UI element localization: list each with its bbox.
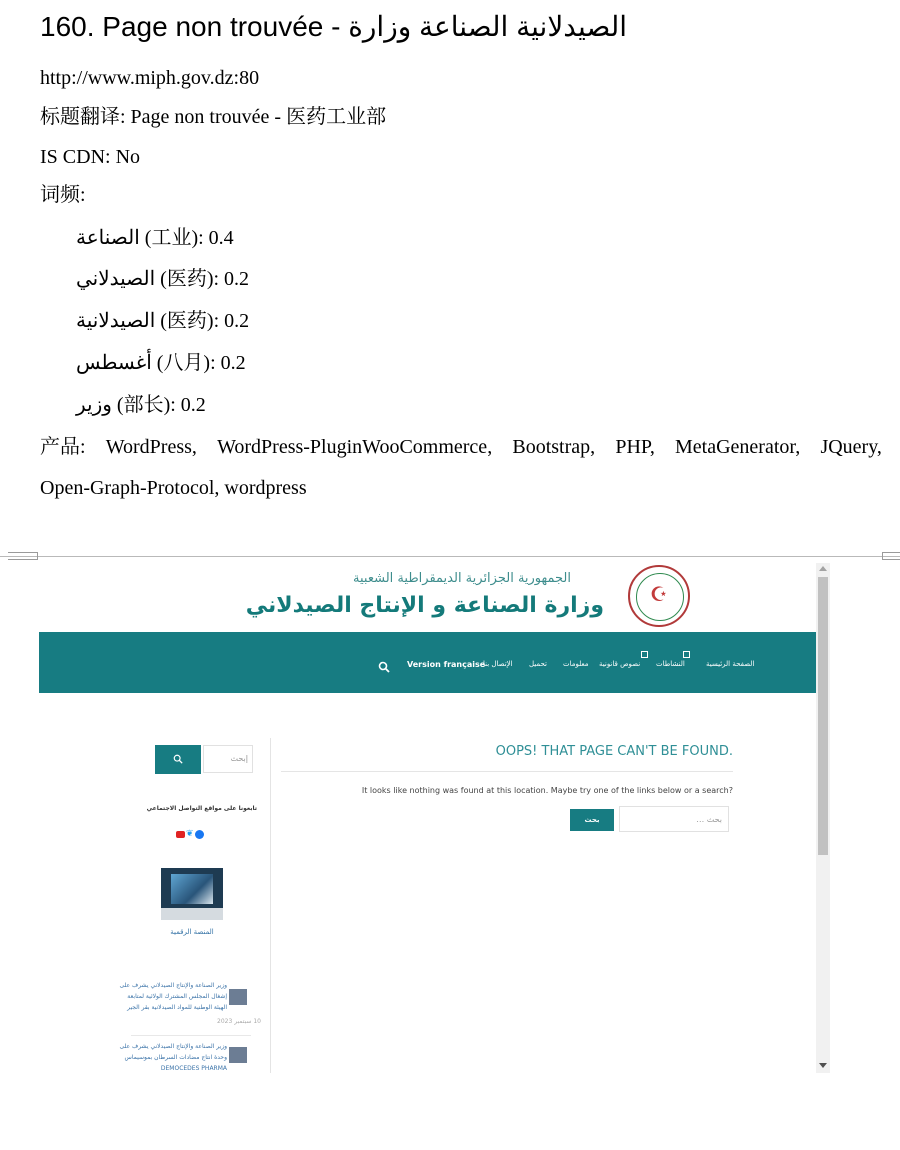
title-translation: 标题翻译: Page non trouvée - 医药工业部 xyxy=(40,106,387,128)
product-item: Bootstrap, xyxy=(512,436,596,458)
youtube-icon[interactable] xyxy=(176,831,185,838)
products-label: 产品: xyxy=(40,436,86,458)
search-icon[interactable] xyxy=(378,661,390,673)
word-frequency-label: 词频: xyxy=(40,184,86,206)
word-frequency-item: الصناعة (工业): 0.4 xyxy=(76,227,234,249)
products-line xyxy=(40,434,882,460)
left-margin-marker xyxy=(8,549,38,563)
facebook-icon[interactable] xyxy=(195,830,204,839)
news-item-title[interactable]: وزير الصناعة والإنتاج الصيدلاني يشرف على وحدة انتاج مضادات السرطان بموسيماس DEMOCEDES PHARMA xyxy=(119,1043,227,1072)
nav-activities[interactable]: النشاطات xyxy=(656,660,685,668)
digital-platform-link[interactable]: المنصة الرقمية xyxy=(170,928,214,936)
news-separator xyxy=(131,1035,251,1036)
nav-contact[interactable]: الإتصال بنا xyxy=(483,660,513,668)
news-item-date: 10 سبتمبر 2023 xyxy=(217,1018,261,1025)
document-title: 160. Page non trouvée - الصيدلانية الصناعة وزارة xyxy=(40,11,628,42)
product-item: PHP, xyxy=(615,436,655,458)
right-margin-marker xyxy=(882,549,900,563)
vertical-scrollbar[interactable] xyxy=(816,563,830,1073)
sidebar-search-input[interactable]: إبحث xyxy=(203,745,253,773)
word-frequency-item: الصيدلانية (医药): 0.2 xyxy=(76,310,250,332)
news-thumbnail[interactable] xyxy=(229,989,247,1005)
scroll-up-arrow-icon[interactable] xyxy=(819,566,827,571)
website-screenshot xyxy=(39,563,830,1073)
digital-platform-image[interactable] xyxy=(161,868,223,920)
news-item-title[interactable]: وزير الصناعة والإنتاج الصيدلاني يشرف على إشغال المجلس المشترك الولائية لمتابعة الهيئة الوطنية للمواد الصيدلانية بقر الجير xyxy=(119,982,227,1011)
ministry-name: وزارة الصناعة و الإنتاج الصيدلاني xyxy=(245,593,604,618)
nav-download[interactable]: تحميل xyxy=(529,660,547,668)
nav-french-version[interactable]: Version française xyxy=(407,660,486,669)
not-found-heading: OOPS! THAT PAGE CAN'T BE FOUND. xyxy=(495,744,733,759)
main-navigation xyxy=(39,632,816,693)
not-found-message: It looks like nothing was found at this location. Maybe try one of the links below or a search? xyxy=(361,786,733,795)
social-follow-title: تابعونا على مواقع التواصل الاجتماعي xyxy=(146,805,257,812)
page-divider xyxy=(0,556,900,557)
products-line-continued: Open-Graph-Protocol, wordpress xyxy=(40,477,307,499)
search-icon xyxy=(173,754,183,764)
product-item: MetaGenerator, xyxy=(675,436,801,458)
cdn-status: IS CDN: No xyxy=(40,146,141,168)
word-frequency-item: أغسطس (八月): 0.2 xyxy=(76,352,246,374)
nav-regulations[interactable]: نصوص قانونية xyxy=(599,660,641,668)
news-thumbnail[interactable] xyxy=(229,1047,247,1063)
product-item: WordPress-PluginWooCommerce, xyxy=(217,436,493,458)
word-frequency-item: الصيدلاني (医药): 0.2 xyxy=(76,268,250,290)
heading-divider xyxy=(281,771,733,772)
scrollbar-thumb[interactable] xyxy=(818,577,828,855)
ministry-emblem-icon[interactable]: ☪ xyxy=(628,565,690,627)
twitter-icon[interactable]: ❦ xyxy=(186,829,194,839)
main-search-input[interactable]: بحث … xyxy=(619,806,729,832)
nav-activities-dropdown-icon[interactable] xyxy=(683,651,690,658)
site-url: http://www.miph.gov.dz:80 xyxy=(40,67,260,89)
nav-home[interactable]: الصفحة الرئيسية xyxy=(706,660,755,668)
sidebar-search-button[interactable] xyxy=(155,745,201,774)
main-search-button[interactable]: بحث xyxy=(570,809,614,831)
nav-regulations-dropdown-icon[interactable] xyxy=(641,651,648,658)
scroll-down-arrow-icon[interactable] xyxy=(819,1063,827,1068)
site-header xyxy=(39,563,816,632)
product-item: WordPress, xyxy=(105,436,197,458)
word-frequency-item: وزير (部长): 0.2 xyxy=(76,394,206,416)
nav-info[interactable]: معلومات xyxy=(563,660,589,668)
government-name: الجمهورية الجزائرية الديمقراطية الشعبية xyxy=(353,571,571,586)
product-item: JQuery, xyxy=(820,436,882,458)
